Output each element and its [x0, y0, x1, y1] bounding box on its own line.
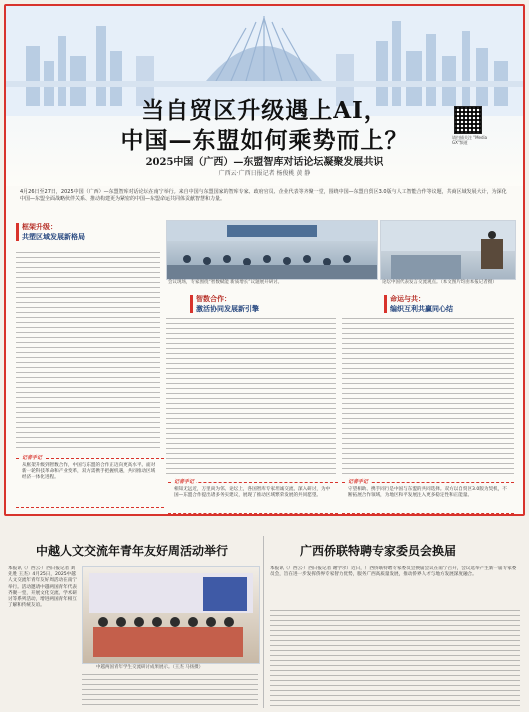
bottom-left-body: 本报讯（广西云·广西日报记者 刘先胜 王杰）4月25日，2025中越人文交流年青年友好周活动在南宁举行。活动邀请中越两国青年代表齐聚一堂，开展文化交流、学术研讨等系列活动，增进两国青年相互了解和传统友谊。: [8, 566, 77, 609]
section-2-title: 激活协同发展新引擎: [196, 305, 259, 313]
note-text: 相知无远近，万里尚为邻。论坛上，各国智库专家坦诚交流、深入研讨，为中国—东盟合作提出诸多务实建议，展现了推动区域繁荣发展的共同愿望。: [174, 487, 331, 499]
section-1-kicker: 框架升级：: [22, 223, 57, 231]
feature-article-frame: [4, 4, 525, 516]
section-3-heading: [384, 294, 453, 314]
section-3-title: 编织互利共赢同心结: [390, 305, 453, 313]
accent-bar: [190, 295, 193, 313]
subheadline: 2025中国（广西）—东盟智库对话论坛凝聚发展共识: [145, 157, 384, 168]
hero-banner: [6, 6, 523, 186]
reporter-note-1: [16, 455, 164, 508]
bottom-right-headline: 广西侨联特聘专家委员会换届: [300, 544, 457, 558]
youth-event-photo: [82, 566, 260, 664]
headline-line-2: 中国—东盟如何乘势而上？: [120, 127, 409, 154]
note-text: 从框架升级到智数合作，中国与东盟的合作正迈向更高水平。面对新一轮科技革命和产业变革，双方需携手把握机遇，共同推动区域经济一体化进程。: [22, 463, 156, 481]
section-3-kicker: 命运与共：: [390, 295, 425, 303]
photo-caption-left: 会议现场，专家围绕“智数赋能 新质增长”议题展开研讨。: [168, 280, 283, 285]
intro-paragraph: 4月26日至27日，2025中国（广西）—东盟智库对话论坛在南宁举行。来自中国与东盟国家的智库专家、政府官员、企业代表等齐聚一堂，围绕中国—东盟自贸区3.0版与人工智能合作等议题，共商区域发展大计，为深化中国—东盟全面战略伙伴关系、推动构建更为紧密的中国—东盟命运共同体贡献智慧和力量。: [20, 189, 507, 202]
note-tag: 记者手记: [348, 479, 369, 485]
bottom-left-headline: 中越人文交流年青年友好周活动举行: [36, 544, 229, 558]
section-1-body: [16, 252, 160, 452]
conference-photo-right: [380, 220, 516, 280]
section-3-body: [342, 318, 514, 478]
section-2-kicker: 智数合作：: [196, 295, 231, 303]
byline: 广西云·广西日报记者 杨俊桃 黄 静: [218, 170, 311, 177]
note-tag: 记者手记: [174, 479, 195, 485]
bottom-right-body-cont: [270, 610, 520, 708]
qr-caption: 请扫描关注 "Media GX"频道: [452, 135, 488, 145]
reporter-note-2: [168, 479, 338, 514]
youth-event-caption: 中越两国青年学生交流研讨成果展示。（王杰 马扬摄）: [96, 665, 204, 670]
bottom-right-body: 本报讯（广西云·广西日报记者 谢学尔）近日，广西侨联特聘专家委员会换届会议在南宁召开，会议选举产生新一届专家委员会，旨在进一步发挥侨界专家智力优势，服务广西高质量发展，推动侨界人才与地方发展深度融合。: [270, 566, 517, 578]
note-tag: 记者手记: [22, 455, 43, 461]
section-1-heading: [16, 222, 85, 242]
reporter-note-3: [342, 479, 514, 514]
section-2-heading: [190, 294, 259, 314]
section-1-title: 共塑区域发展新格局: [22, 233, 85, 241]
accent-bar: [384, 295, 387, 313]
bottom-left-body-cont: [82, 674, 258, 708]
conference-photo-left: [166, 220, 378, 280]
section-2-body: [166, 318, 336, 478]
headline-line-1: 当自贸区升级遇上AI，: [141, 97, 388, 124]
note-text: 守望相助、携手同行是中国与东盟的共同选择。双方以自贸区3.0版为契机，不断拓展合作领域，为地区和平发展注入更多稳定性和正能量。: [348, 487, 507, 499]
photo-caption-right: 论坛中国代表发言交流观点。（本文图片均由本报记者摄）: [382, 280, 497, 285]
qr-code-icon: [454, 106, 482, 134]
column-divider: [263, 536, 264, 708]
accent-bar: [16, 223, 19, 241]
